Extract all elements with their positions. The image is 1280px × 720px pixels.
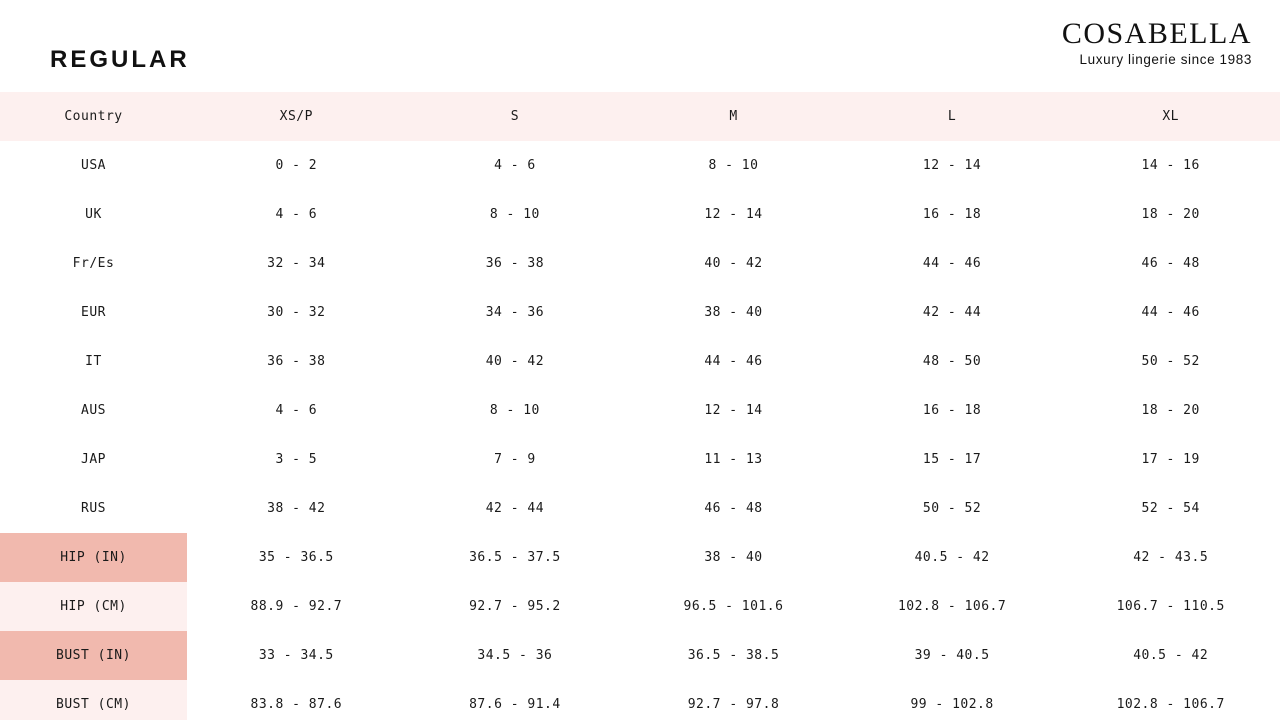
table-row [0, 386, 1280, 435]
table-header [0, 92, 1280, 141]
column-header-m: M [729, 109, 738, 124]
column-header-xl: XL [1162, 109, 1180, 124]
table-cell: 50 - 52 [1061, 337, 1280, 386]
table-row [0, 288, 1280, 337]
table-row [0, 190, 1280, 239]
table-cell: 17 - 19 [1061, 435, 1280, 484]
row-label: BUST (CM) [0, 680, 187, 720]
brand-name: COSABELLA [1061, 17, 1252, 50]
table-cell: 39 - 40.5 [843, 631, 1062, 680]
row-label: AUS [0, 386, 187, 435]
table-row [0, 631, 1280, 680]
table-cell: 38 - 42 [187, 484, 406, 533]
table-cell: 88.9 - 92.7 [187, 582, 406, 631]
table-row [0, 484, 1280, 533]
table-cell: 3 - 5 [187, 435, 406, 484]
table-cell: 18 - 20 [1061, 190, 1280, 239]
table-cell: 35 - 36.5 [187, 533, 406, 582]
table-row [0, 337, 1280, 386]
table-cell: 102.8 - 106.7 [1061, 680, 1280, 720]
row-label: JAP [0, 435, 187, 484]
table-cell: 32 - 34 [187, 239, 406, 288]
table-cell: 16 - 18 [843, 386, 1062, 435]
column-header-s: S [510, 109, 520, 124]
row-label: HIP (IN) [0, 533, 187, 582]
table-cell: 50 - 52 [843, 484, 1062, 533]
row-label: UK [0, 190, 187, 239]
table-cell: 99 - 102.8 [843, 680, 1062, 720]
table-cell: 40 - 42 [624, 239, 843, 288]
column-header-xsp: XS/P [279, 109, 313, 124]
table-cell: 46 - 48 [624, 484, 843, 533]
table-row [0, 435, 1280, 484]
table-cell: 18 - 20 [1061, 386, 1280, 435]
column-header-country: Country [64, 109, 123, 124]
page-header [0, 0, 1280, 92]
table-cell: 33 - 34.5 [187, 631, 406, 680]
row-label: EUR [0, 288, 187, 337]
table-cell: 34 - 36 [406, 288, 625, 337]
table-cell: 12 - 14 [843, 141, 1062, 190]
table-cell: 87.6 - 91.4 [406, 680, 625, 720]
table-cell: 48 - 50 [843, 337, 1062, 386]
table-cell: 0 - 2 [187, 141, 406, 190]
row-label: RUS [0, 484, 187, 533]
table-cell: 4 - 6 [187, 190, 406, 239]
table-cell: 52 - 54 [1061, 484, 1280, 533]
table-row [0, 680, 1280, 720]
table-cell: 42 - 44 [843, 288, 1062, 337]
table-cell: 44 - 46 [1061, 288, 1280, 337]
table-cell: 44 - 46 [624, 337, 843, 386]
table-cell: 38 - 40 [624, 533, 843, 582]
table-cell: 8 - 10 [406, 190, 625, 239]
table-cell: 38 - 40 [624, 288, 843, 337]
table-cell: 44 - 46 [843, 239, 1062, 288]
table-cell: 7 - 9 [406, 435, 625, 484]
table-cell: 8 - 10 [406, 386, 625, 435]
table-cell: 11 - 13 [624, 435, 843, 484]
table-row [0, 533, 1280, 582]
row-label: BUST (IN) [0, 631, 187, 680]
table-cell: 4 - 6 [187, 386, 406, 435]
table-cell: 106.7 - 110.5 [1061, 582, 1280, 631]
table-row [0, 582, 1280, 631]
table-cell: 12 - 14 [624, 190, 843, 239]
table-cell: 46 - 48 [1061, 239, 1280, 288]
brand-logo [1062, 18, 1252, 67]
table-cell: 8 - 10 [624, 141, 843, 190]
table-cell: 83.8 - 87.6 [187, 680, 406, 720]
row-label: USA [0, 141, 187, 190]
table-cell: 14 - 16 [1061, 141, 1280, 190]
table-cell: 36.5 - 38.5 [624, 631, 843, 680]
column-header-l: L [947, 109, 957, 124]
table-cell: 40.5 - 42 [843, 533, 1062, 582]
table-cell: 102.8 - 106.7 [843, 582, 1062, 631]
size-chart-table [0, 92, 1280, 720]
table-cell: 40 - 42 [406, 337, 625, 386]
table-cell: 96.5 - 101.6 [624, 582, 843, 631]
table-cell: 15 - 17 [843, 435, 1062, 484]
table-cell: 40.5 - 42 [1061, 631, 1280, 680]
table-cell: 36 - 38 [187, 337, 406, 386]
table-row [0, 239, 1280, 288]
table-cell: 12 - 14 [624, 386, 843, 435]
table-cell: 42 - 43.5 [1061, 533, 1280, 582]
page-title: REGULAR [50, 46, 190, 73]
table-cell: 42 - 44 [406, 484, 625, 533]
row-label: HIP (CM) [0, 582, 187, 631]
table-cell: 36.5 - 37.5 [406, 533, 625, 582]
table-cell: 16 - 18 [843, 190, 1062, 239]
brand-tagline: Luxury lingerie since 1983 [1079, 51, 1252, 67]
table-cell: 36 - 38 [406, 239, 625, 288]
table-cell: 92.7 - 95.2 [406, 582, 625, 631]
row-label: IT [0, 337, 187, 386]
table-header-row [0, 92, 1280, 141]
table-row [0, 141, 1280, 190]
table-cell: 34.5 - 36 [406, 631, 625, 680]
table-cell: 4 - 6 [406, 141, 625, 190]
table-cell: 92.7 - 97.8 [624, 680, 843, 720]
table-body [0, 141, 1280, 720]
row-label: Fr/Es [0, 239, 187, 288]
table-cell: 30 - 32 [187, 288, 406, 337]
